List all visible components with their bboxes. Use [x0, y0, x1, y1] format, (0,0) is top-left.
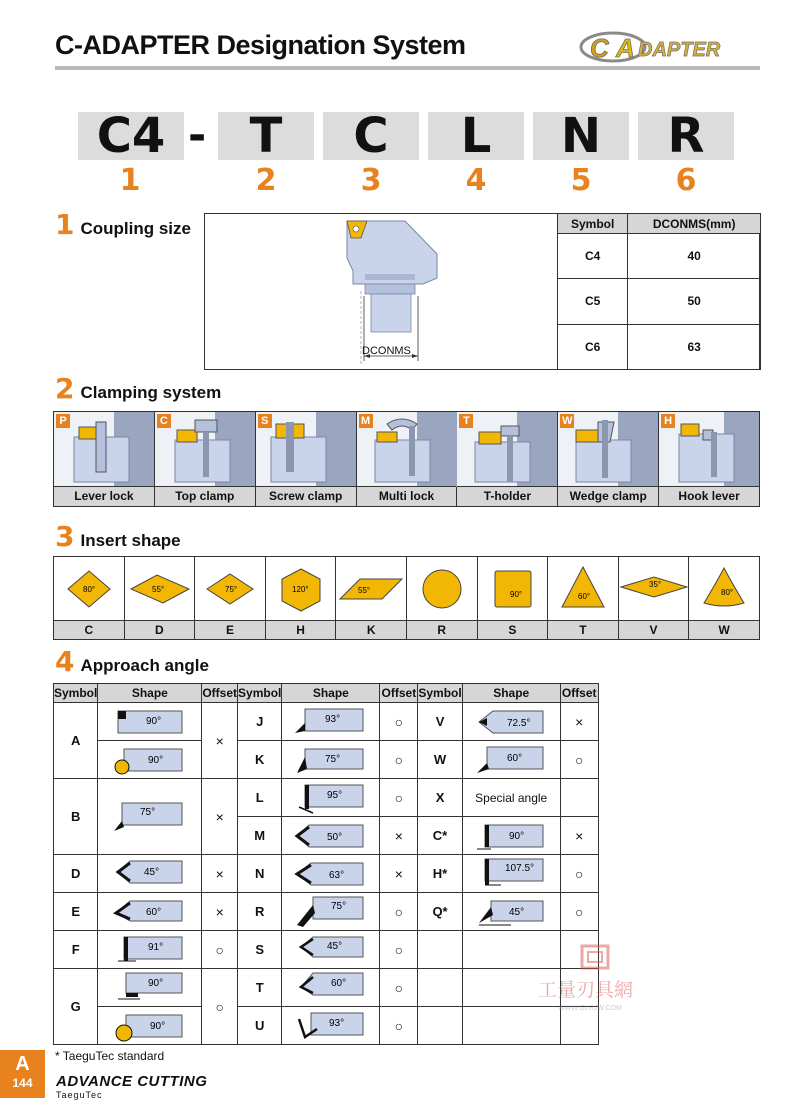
- symbol-cell: D: [54, 855, 98, 893]
- shape-cell: [282, 893, 380, 931]
- insert-shape-panel: [53, 556, 760, 640]
- approach-shape-icon: [471, 895, 551, 929]
- code-number-1: 1: [119, 163, 141, 198]
- symbol-cell: L: [238, 779, 282, 817]
- table-row: [54, 969, 599, 1007]
- shape-angle: 50°: [326, 831, 342, 843]
- clamp-label: Screw clamp: [256, 486, 356, 506]
- approach-shape-icon: [110, 933, 190, 967]
- shape-angle: 90°: [147, 754, 163, 766]
- code-number-3: 3: [360, 163, 382, 198]
- shape-cell: [282, 779, 380, 817]
- symbol-cell: N: [238, 855, 282, 893]
- insert-letter: W: [689, 620, 759, 639]
- clamp-letter: H: [661, 414, 675, 428]
- offset-cell: ○: [560, 741, 598, 779]
- symbol-cell: V: [418, 703, 462, 741]
- code-number-2: 2: [255, 163, 277, 198]
- shape-cell: [462, 893, 560, 931]
- brand-logo: [56, 1073, 207, 1100]
- insert-shape-w: [689, 557, 759, 639]
- symbol-cell: U: [238, 1007, 282, 1045]
- insert-angle: 90°: [509, 590, 522, 599]
- offset-cell: ○: [380, 931, 418, 969]
- clamp-item-lever-lock: [54, 412, 155, 506]
- code-part-r: R: [638, 112, 734, 160]
- shape-angle: 90°: [509, 830, 525, 842]
- page-tab-letter: A: [15, 1053, 30, 1075]
- shape-angle: 63°: [328, 869, 344, 881]
- offset-cell: [560, 779, 598, 817]
- offset-cell: ×: [202, 703, 238, 779]
- symbol-cell: K: [238, 741, 282, 779]
- insert-h-icon: [266, 557, 336, 621]
- table-row: [558, 234, 761, 279]
- symbol-cell: E: [54, 893, 98, 931]
- shape-cell: [462, 741, 560, 779]
- page-number: 144: [12, 1076, 33, 1090]
- clamping-system-panel: [53, 411, 760, 507]
- shape-cell: [98, 703, 202, 741]
- code-part-c4: C4: [78, 112, 184, 160]
- code-part-c: C: [323, 112, 419, 160]
- symbol-cell: M: [238, 817, 282, 855]
- column-header: DCONMS(mm): [628, 214, 761, 234]
- section-label: Coupling size: [80, 219, 191, 238]
- clamp-item-multi-lock: [357, 412, 458, 506]
- brand-name: ADVANCE CUTTING: [56, 1073, 208, 1090]
- section-number: 2: [55, 372, 75, 405]
- clamp-letter: T: [459, 414, 473, 428]
- symbol-cell: G: [54, 969, 98, 1045]
- offset-cell: ○: [202, 931, 238, 969]
- table-cell: 50: [628, 279, 761, 324]
- shape-cell: [462, 703, 560, 741]
- shape-angle: 60°: [507, 752, 523, 764]
- approach-shape-icon: [110, 857, 190, 891]
- approach-shape-icon: [471, 819, 551, 853]
- clamp-letter: S: [258, 414, 272, 428]
- page-title: C-ADAPTER Designation System: [55, 30, 466, 60]
- code-number-5: 5: [570, 163, 592, 198]
- table-cell: 63: [628, 324, 761, 369]
- insert-shape-e: [195, 557, 266, 639]
- approach-shape-icon: [291, 857, 371, 891]
- symbol-cell: R: [238, 893, 282, 931]
- insert-shape-c: [54, 557, 125, 639]
- code-part-n: N: [533, 112, 629, 160]
- svg-text:DAPTER: DAPTER: [638, 39, 721, 61]
- table-row: [54, 703, 599, 741]
- table-header-row: [558, 214, 761, 234]
- shape-cell: [98, 779, 202, 855]
- offset-cell: ×: [202, 893, 238, 931]
- insert-t-icon: [548, 557, 618, 621]
- offset-cell: ×: [202, 779, 238, 855]
- section-number: 4: [55, 645, 75, 678]
- insert-shape-d: [125, 557, 196, 639]
- symbol-cell: A: [54, 703, 98, 779]
- clamp-label: Wedge clamp: [558, 486, 658, 506]
- symbol-cell: T: [238, 969, 282, 1007]
- shape-cell: [462, 817, 560, 855]
- insert-r-icon: [407, 557, 477, 621]
- symbol-cell: W: [418, 741, 462, 779]
- shape-cell: [282, 703, 380, 741]
- insert-angle: 80°: [721, 588, 734, 597]
- approach-shape-icon: [291, 743, 371, 777]
- symbol-cell: C*: [418, 817, 462, 855]
- approach-shape-icon: [291, 933, 371, 967]
- shape-angle: 45°: [509, 906, 525, 918]
- insert-d-icon: [125, 557, 195, 621]
- offset-cell: ×: [380, 855, 418, 893]
- clamp-item-hook-lever: [659, 412, 759, 506]
- approach-shape-icon: [110, 743, 190, 777]
- insert-letter: T: [548, 620, 618, 639]
- shape-angle: 60°: [330, 977, 346, 989]
- offset-cell: ○: [380, 893, 418, 931]
- clamp-item-screw-clamp: [256, 412, 357, 506]
- coupling-size-table: [557, 213, 761, 370]
- offset-cell: ×: [380, 817, 418, 855]
- approach-shape-icon: [471, 857, 551, 891]
- insert-letter: R: [407, 620, 477, 639]
- shape-angle: 60°: [145, 906, 161, 918]
- shape-angle: 91°: [147, 941, 163, 953]
- section-4-heading: [55, 645, 209, 678]
- section-number: 3: [55, 520, 75, 553]
- svg-text:A: A: [616, 33, 635, 63]
- watermark-logo: [534, 944, 674, 1014]
- section-label: Approach angle: [80, 656, 209, 675]
- clamp-item-wedge-clamp: [558, 412, 659, 506]
- insert-letter: S: [478, 620, 548, 639]
- insert-letter: K: [336, 620, 406, 639]
- insert-angle: 35°: [648, 580, 661, 589]
- code-dash: -: [188, 110, 207, 161]
- insert-shape-r: [407, 557, 478, 639]
- adapter-drawing: [335, 216, 445, 366]
- shape-cell: [98, 893, 202, 931]
- offset-cell: ○: [380, 741, 418, 779]
- code-number-6: 6: [675, 163, 697, 198]
- clamp-letter: W: [562, 415, 573, 427]
- offset-cell: ○: [560, 855, 598, 893]
- symbol-cell: F: [54, 931, 98, 969]
- approach-shape-icon: [110, 797, 190, 837]
- approach-shape-icon: [291, 1009, 371, 1043]
- offset-cell: ×: [202, 855, 238, 893]
- insert-shape-k: [336, 557, 407, 639]
- table-row: [54, 855, 599, 893]
- insert-angle: 75°: [225, 585, 238, 594]
- dconms-dimension-label: DCONMS: [362, 345, 411, 357]
- clamp-label: Top clamp: [155, 486, 255, 506]
- insert-s-icon: [478, 557, 548, 621]
- code-number-4: 4: [465, 163, 487, 198]
- approach-shape-icon: [291, 781, 371, 815]
- insert-letter: C: [54, 620, 124, 639]
- insert-angle: 120°: [291, 585, 309, 594]
- table-header-row: [54, 684, 599, 703]
- shape-cell: [282, 855, 380, 893]
- approach-shape-icon: [291, 819, 371, 853]
- table-row: [54, 893, 599, 931]
- approach-shape-icon: [471, 743, 551, 777]
- insert-angle: 60°: [578, 592, 591, 601]
- section-1-heading: [55, 208, 191, 241]
- clamp-label: Lever lock: [54, 486, 154, 506]
- shape-angle: 90°: [147, 977, 163, 989]
- section-3-heading: [55, 520, 181, 553]
- column-header: Symbol: [238, 684, 282, 703]
- approach-shape-icon: [110, 1009, 190, 1043]
- shape-cell: [98, 969, 202, 1007]
- empty-cell: [418, 931, 462, 969]
- symbol-cell: X: [418, 779, 462, 817]
- shape-angle: 45°: [143, 866, 159, 878]
- insert-letter: E: [195, 620, 265, 639]
- shape-cell: [462, 855, 560, 893]
- approach-shape-icon: [291, 971, 371, 1005]
- symbol-cell: H*: [418, 855, 462, 893]
- insert-letter: D: [125, 620, 195, 639]
- table-cell: C6: [558, 324, 628, 369]
- insert-angle: 55°: [358, 586, 371, 595]
- column-header: Shape: [282, 684, 380, 703]
- column-header: Symbol: [418, 684, 462, 703]
- insert-letter: H: [266, 620, 336, 639]
- page-tab: [0, 1050, 45, 1098]
- column-header: Shape: [462, 684, 560, 703]
- offset-cell: ○: [380, 779, 418, 817]
- watermark-url: WWW.GLRJW.COM: [558, 1005, 622, 1012]
- offset-cell: ×: [560, 703, 598, 741]
- shape-cell: [98, 931, 202, 969]
- symbol-cell: J: [238, 703, 282, 741]
- column-header: Offset: [202, 684, 238, 703]
- clamp-item-top-clamp: [155, 412, 256, 506]
- offset-cell: ×: [560, 817, 598, 855]
- insert-angle: 55°: [151, 585, 164, 594]
- empty-cell: [418, 969, 462, 1007]
- table-row: [54, 741, 599, 779]
- table-row: [558, 324, 761, 369]
- insert-k-icon: [336, 557, 406, 621]
- section-2-heading: [55, 372, 221, 405]
- clamp-item-t-holder: [457, 412, 558, 506]
- shape-cell: [98, 741, 202, 779]
- shape-angle: 95°: [326, 789, 342, 801]
- watermark-text: 工量刃具網: [538, 979, 634, 1001]
- c-adapter-logo: [578, 30, 763, 64]
- insert-letter: V: [619, 620, 689, 639]
- shape-angle: 45°: [326, 940, 342, 952]
- insert-shape-v: [619, 557, 690, 639]
- brand-sub: TaeguTec: [56, 1090, 103, 1100]
- shape-angle: 90°: [149, 1020, 165, 1032]
- clamp-letter: C: [157, 414, 171, 428]
- section-label: Clamping system: [80, 383, 222, 402]
- symbol-cell: B: [54, 779, 98, 855]
- column-header: Symbol: [54, 684, 98, 703]
- offset-cell: ○: [560, 893, 598, 931]
- shape-angle: 107.5°: [505, 862, 535, 874]
- approach-angle-table: [53, 683, 599, 1045]
- insert-shape-s: [478, 557, 549, 639]
- column-header: Symbol: [558, 214, 628, 234]
- approach-shape-icon: [471, 705, 551, 739]
- shape-cell: [282, 741, 380, 779]
- insert-v-icon: [619, 557, 689, 621]
- shape-angle: 72.5°: [507, 717, 531, 729]
- offset-cell: ○: [380, 969, 418, 1007]
- approach-shape-icon: [291, 705, 371, 739]
- shape-cell: [282, 817, 380, 855]
- approach-shape-icon: [291, 895, 371, 929]
- insert-c-icon: [54, 557, 124, 621]
- table-row: [54, 931, 599, 969]
- offset-cell: ○: [380, 1007, 418, 1045]
- table-cell: 40: [628, 234, 761, 279]
- clamp-label: T-holder: [457, 486, 557, 506]
- shape-angle: 93°: [328, 1017, 344, 1029]
- shape-cell: [98, 1007, 202, 1045]
- insert-w-icon: [689, 557, 759, 621]
- insert-e-icon: [195, 557, 265, 621]
- shape-cell: [282, 931, 380, 969]
- table-row: [558, 279, 761, 324]
- coupling-size-panel: [204, 213, 760, 370]
- code-part-l: L: [428, 112, 524, 160]
- section-label: Insert shape: [80, 531, 181, 550]
- section-number: 1: [55, 208, 75, 241]
- shape-angle: 75°: [139, 806, 155, 818]
- shape-cell: [282, 969, 380, 1007]
- shape-cell: [282, 1007, 380, 1045]
- table-cell: C4: [558, 234, 628, 279]
- table-row: [54, 779, 599, 817]
- offset-cell: ○: [202, 969, 238, 1045]
- svg-text:C: C: [590, 33, 609, 63]
- shape-angle: 75°: [330, 900, 346, 912]
- column-header: Offset: [560, 684, 598, 703]
- shape-angle: 75°: [324, 753, 340, 765]
- insert-angle: 80°: [83, 585, 96, 594]
- approach-shape-icon: [110, 895, 190, 929]
- symbol-cell: S: [238, 931, 282, 969]
- column-header: Offset: [380, 684, 418, 703]
- insert-shape-t: [548, 557, 619, 639]
- insert-shape-h: [266, 557, 337, 639]
- table-row: [54, 1007, 599, 1045]
- shape-cell: [98, 855, 202, 893]
- symbol-cell: Q*: [418, 893, 462, 931]
- title-divider: [55, 66, 760, 70]
- clamp-label: Hook lever: [659, 486, 759, 506]
- offset-cell: ○: [380, 703, 418, 741]
- shape-angle: 93°: [324, 713, 340, 725]
- footnote: * TaeguTec standard: [55, 1049, 165, 1063]
- clamp-letter: M: [359, 414, 373, 428]
- special-angle-cell: Special angle: [462, 779, 560, 817]
- approach-shape-icon: [110, 705, 190, 739]
- column-header: Shape: [98, 684, 202, 703]
- approach-shape-icon: [110, 971, 190, 1005]
- clamp-label: Multi lock: [357, 486, 457, 506]
- table-cell: C5: [558, 279, 628, 324]
- shape-angle: 90°: [145, 715, 161, 727]
- code-part-t: T: [218, 112, 314, 160]
- empty-cell: [418, 1007, 462, 1045]
- clamp-letter: P: [56, 414, 70, 428]
